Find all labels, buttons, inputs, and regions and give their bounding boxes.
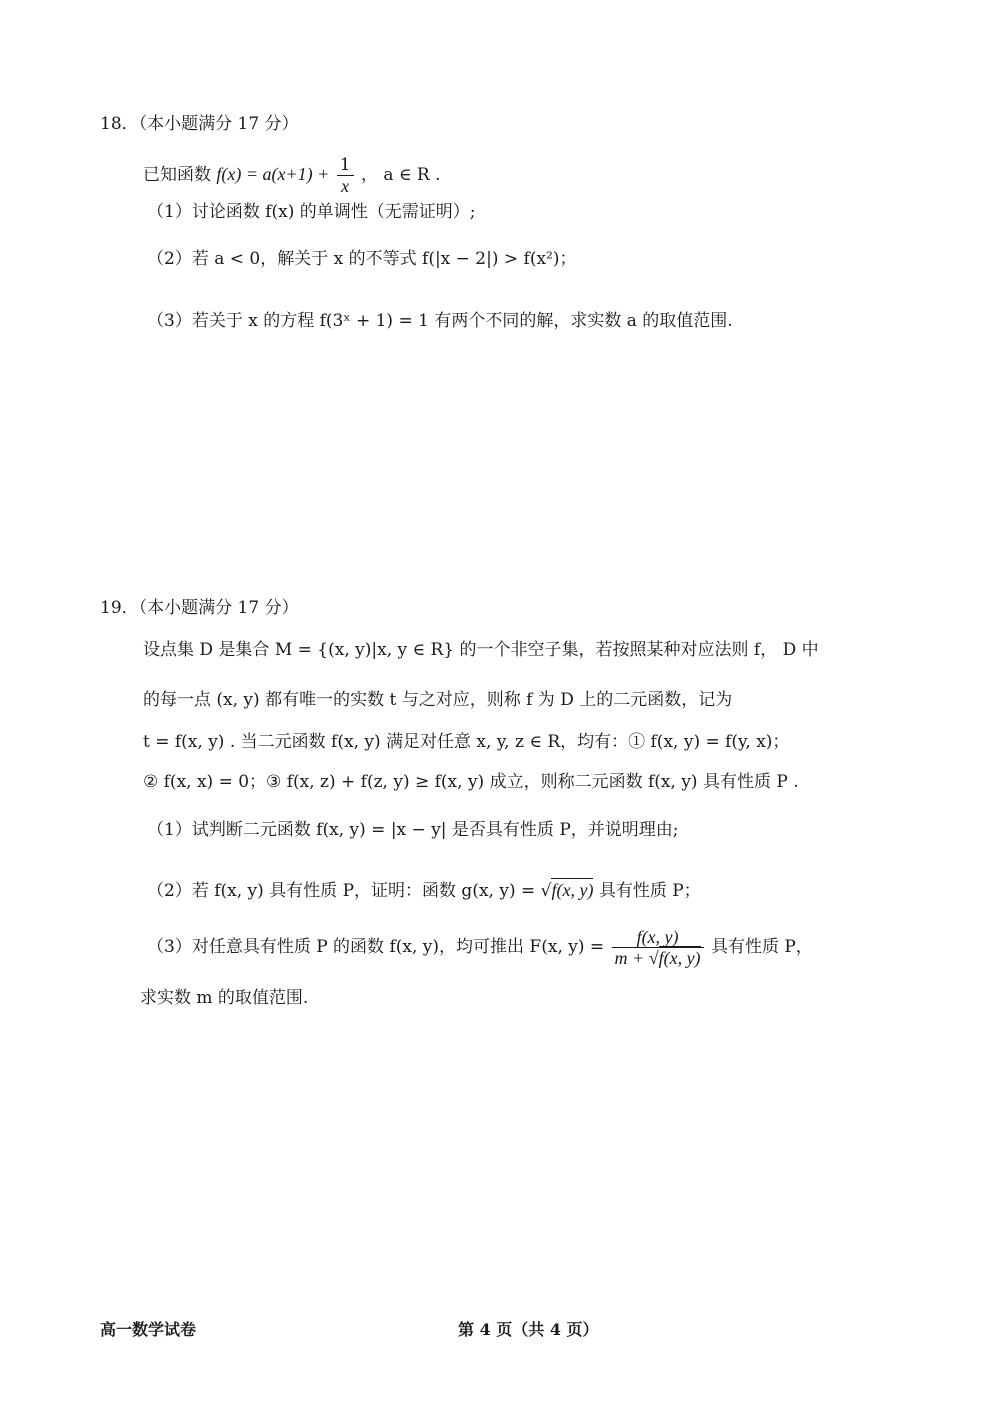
q19-part3 — [147, 924, 813, 970]
q18-frac-numerator: 1 — [337, 155, 354, 176]
q19-part3-den-prefix: m + √ — [614, 947, 659, 968]
q19-line1: 设点集 D 是集合 M = {(x, y)|x, y ∈ R} 的一个非空子集，若按照某种对应法则 f， D 中 — [143, 640, 819, 660]
q19-part2-suffix: 具有性质 P； — [593, 881, 701, 901]
q19-part2-prefix: （2）若 f(x, y) 具有性质 P，证明：函数 g(x, y) = √ — [147, 881, 552, 901]
q18-part1: （1）讨论函数 f(x) 的单调性（无需证明）; — [147, 202, 476, 222]
q19-part3-line2: 求实数 m 的取值范围. — [140, 988, 309, 1008]
q19-part1: （1）试判断二元函数 f(x, y) = |x − y| 是否具有性质 P，并说明理由; — [147, 820, 679, 840]
q18-title: 18．（本小题满分 17 分） — [100, 114, 299, 134]
q19-line4: ② f(x, x) = 0；③ f(x, z) + f(z, y) ≥ f(x, y) 成立，则称二元函数 f(x, y) 具有性质 P . — [143, 772, 799, 792]
q18-part2: （2）若 a < 0，解关于 x 的不等式 f(|x − 2|) > f(x²)； — [147, 249, 577, 269]
q18-fraction — [337, 155, 354, 196]
footer-page-number: 第 4 页（共 4 页） — [458, 1320, 599, 1339]
q18-stem — [143, 152, 441, 197]
q19-title: 19．（本小题满分 17 分） — [100, 598, 299, 618]
q19-part3-fraction — [612, 927, 704, 969]
q19-line3: t = f(x, y) . 当二元函数 f(x, y) 满足对任意 x, y, z ∈ R，均有：① f(x, y) = f(y, x)； — [143, 732, 790, 752]
q18-part3: （3）若关于 x 的方程 f(3ˣ + 1) = 1 有两个不同的解，求实数 a 的取值范围. — [147, 311, 733, 331]
q18-stem-prefix: 已知函数 — [143, 165, 211, 185]
q18-frac-denominator: x — [341, 176, 350, 196]
q19-part3-numerator: f(x, y) — [612, 927, 704, 948]
footer-exam-title: 高一数学试卷 — [100, 1320, 197, 1339]
q19-part3-denominator — [612, 948, 704, 969]
q19-line2: 的每一点 (x, y) 都有唯一的实数 t 与之对应，则称 f 为 D 上的二元函数，记为 — [143, 690, 733, 710]
q19-part2 — [147, 878, 701, 903]
q18-stem-suffix: ， a ∈ R . — [360, 165, 441, 185]
q19-part2-radicand: f(x, y) — [551, 880, 594, 900]
q18-stem-func: f(x) = a(x+1) + — [216, 164, 330, 184]
q19-part3-prefix: （3）对任意具有性质 P 的函数 f(x, y)，均可推出 F(x, y) = — [147, 937, 605, 957]
q19-part3-suffix: 具有性质 P， — [710, 937, 813, 957]
q19-part3-den-radicand: f(x, y) — [658, 947, 701, 968]
